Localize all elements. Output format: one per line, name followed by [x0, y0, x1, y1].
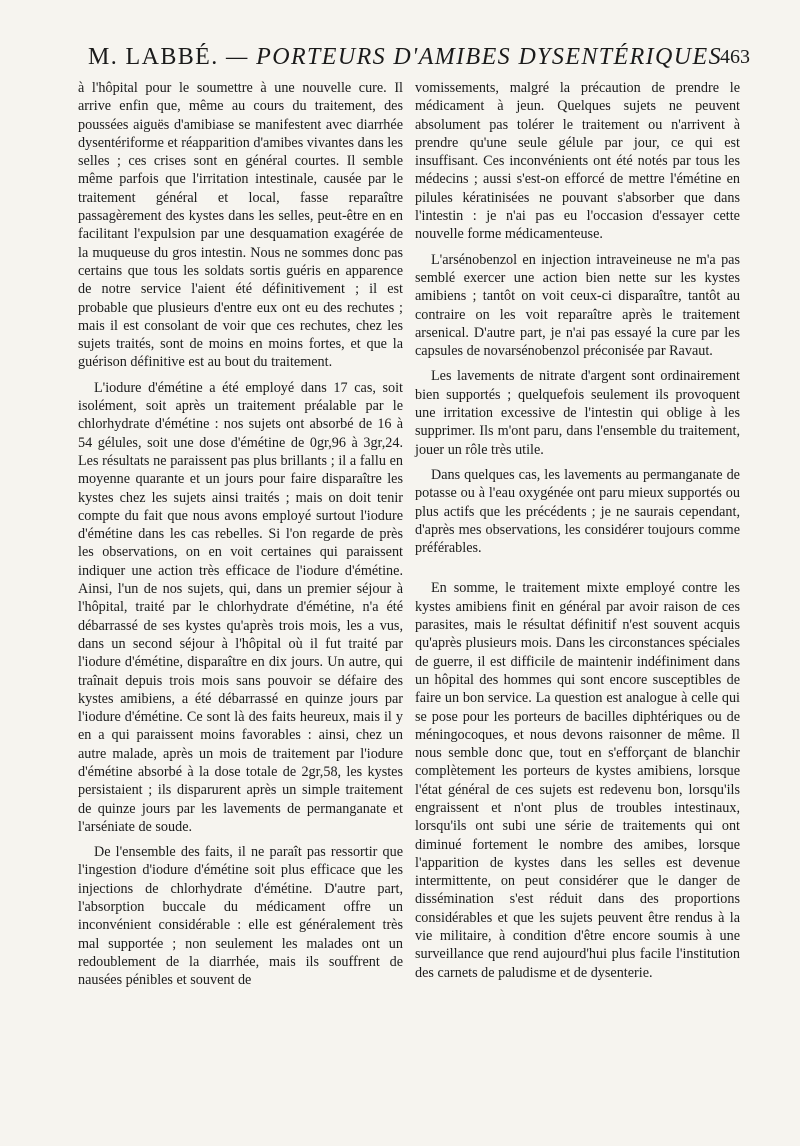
paragraph-continued: à l'hôpital pour le soumettre à une nouvelle cure. Il arrive enfin que, même au cours du traitement, des poussées aiguës d'amibiase se manifestent avec diarrhée dysentériforme et réapparition d'amibes vivantes dans les selles ; ces crises sont en général courtes. Il semble même parfois que l'irritation intestinale, causée par le traitement général et local, fasse reparaître passagèrement des kystes dans les selles, peut-être en en facilitant l'expulsion par une desquamation exagérée de la muqueuse du gros intestin. Nous ne sommes donc pas certains que tous les soldats sortis guéris en apparence de notre service l'aient été définitivement ; il est probable que plusieurs d'entre eux ont eu des rechutes ; mais il est consolant de voir que ces rechutes, chez les sujets traités, sont de moins en moins fortes, et que la guérison définitive est au bout du traitement. — [78, 80, 403, 371]
running-title — [60, 40, 750, 74]
paragraph-ensemble-des-faits: De l'ensemble des faits, il ne paraît pas ressortir que l'ingestion d'iodure d'émétine soit plus efficace que les injections de chlorhydrate d'émétine. D'autre part, l'absorption buccale du médicament offre un inconvénient considérable : elle est généralement très mal supportée ; non seulement les malades ont un redoublement de la diarrhée, mais ils souffrent de nausées pénibles et souvent de — [78, 844, 403, 989]
running-header — [60, 40, 750, 74]
page-number: 463 — [720, 46, 750, 68]
author-name: M. LABBÉ. — [88, 44, 219, 70]
article-subtitle: PORTEURS D'AMIBES DYSENTÉRIQUES — [256, 44, 722, 70]
paragraph-nitrate-argent: Les lavements de nitrate d'argent sont ordinairement bien supportés ; quelquefois seulement ils provoquent une irritation excessive de l'intestin qui oblige à les supprimer. Ils m'ont paru, dans l'ensemble du traitement, jouer un rôle très utile. — [415, 368, 740, 458]
paragraph-en-somme: En somme, le traitement mixte employé contre les kystes amibiens finit en général par avoir raison de ces parasites, mais le résultat définitif n'est souvent acquis qu'après plusieurs mois. Dans les circonstances spéciales de guerre, il est difficile de maintenir indéfiniment dans un hôpital des hommes qui sont encore susceptibles de faire un bon service. La question est analogue à celle qui se pose pour les porteurs de bacilles diphtériques ou de méningocoques, et nous devons raisonner de même. Il nous semble donc que, tout en s'efforçant de blanchir complètement les porteurs de kystes amibiens, lorsque l'état général de ces sujets est redevenu bon, lorsqu'ils engraissent et n'ont plus de troubles intestinaux, lorsqu'ils ont subi une série de traitements qui ont diminué fortement le nombre des amibes, lorsque l'apparition de kystes dans les selles est devenue intermittente, on peut considérer que le danger de dissémination s'est réduit dans des proportions considérables et que les sujets peuvent être rendus à la vie militaire, à condition d'être encore soumis à une surveillance que rend aujourd'hui plus facile l'institution des carnets de paludisme et de dysenterie. — [415, 580, 740, 981]
paragraph-continued: vomissements, malgré la précaution de prendre le médicament à jeun. Quelques sujets ne peuvent absolument pas tolérer le traitement ou n'arrivent à prendre qu'une seule gélule par jour, ce qui est insuffisant. Ces inconvénients ont été notés par tous les médecins ; aussi s'est-on efforcé de mettre l'émétine en pilules kératinisées ne pouvant s'absorber que dans l'intestin : je n'ai pas eu l'occasion d'essayer cette nouvelle forme médicamenteuse. — [415, 80, 740, 243]
right-column — [415, 79, 740, 982]
paragraph-arsenobenzol: L'arsénobenzol en injection intraveineuse ne m'a pas semblé exercer une action bien nette sur les kystes amibiens ; tantôt on voit ceux-ci disparaître, tantôt au contraire on les voit reparaître après le traitement arsenical. D'autre part, je n'ai pas essayé la cure par les capsules de novarsénobenzol préconisée par Ravaut. — [415, 251, 740, 360]
paragraph-iodure-emetine: L'iodure d'émétine a été employé dans 17 cas, soit isolément, soit après un traitement préalable par le chlorhydrate d'émétine : nos sujets ont absorbé de 16 à 54 gélules, soit une dose d'émétine de 0gr,96 à 3gr,24. Les résultats ne paraissent pas plus brillants ; il a fallu en moyenne quarante et un jours pour faire disparaître les kystes chez les sujets ainsi traités ; mais on doit tenir compte du fait que nous avons employé surtout l'iodure d'émétine dans les cas rebelles. Si l'on regarde de près les observations, on en voit certaines qui paraissent indiquer une action très efficace de l'iodure d'émétine. Ainsi, l'un de nos sujets, qui, dans un premier séjour à l'hôpital, traité par le chlorhydrate d'émétine, n'a été débarrassé de ses kystes qu'après trois mois, les a vus, dans un second séjour à l'hôpital où il fut traité par l'iodure d'émétine, disparaître en dix jours. Un autre, qui traînait depuis trois mois sans pouvoir se défaire des kystes amibiens, a été débarrassé en quinze jours par l'iodure d'émétine. Ce sont là des faits heureux, mais il y en a qui paraissent moins favorables : ainsi, chez un autre malade, après un mois de traitement par l'iodure d'émétine absorbé à la dose totale de 2gr,58, les kystes persistaient ; ils disparurent après un simple traitement de quinze jours par les lavements de permanganate et l'arséniate de soude. — [78, 379, 403, 835]
title-separator: — — [226, 44, 249, 70]
paragraph-permanganate: Dans quelques cas, les lavements au permanganate de potasse ou à l'eau oxygénée ont paru mieux supportés ou plus actifs que les précédents ; je ne saurais cependant, d'après mes observations, les considérer toujours comme préférables. — [415, 466, 740, 557]
left-column — [78, 79, 403, 990]
